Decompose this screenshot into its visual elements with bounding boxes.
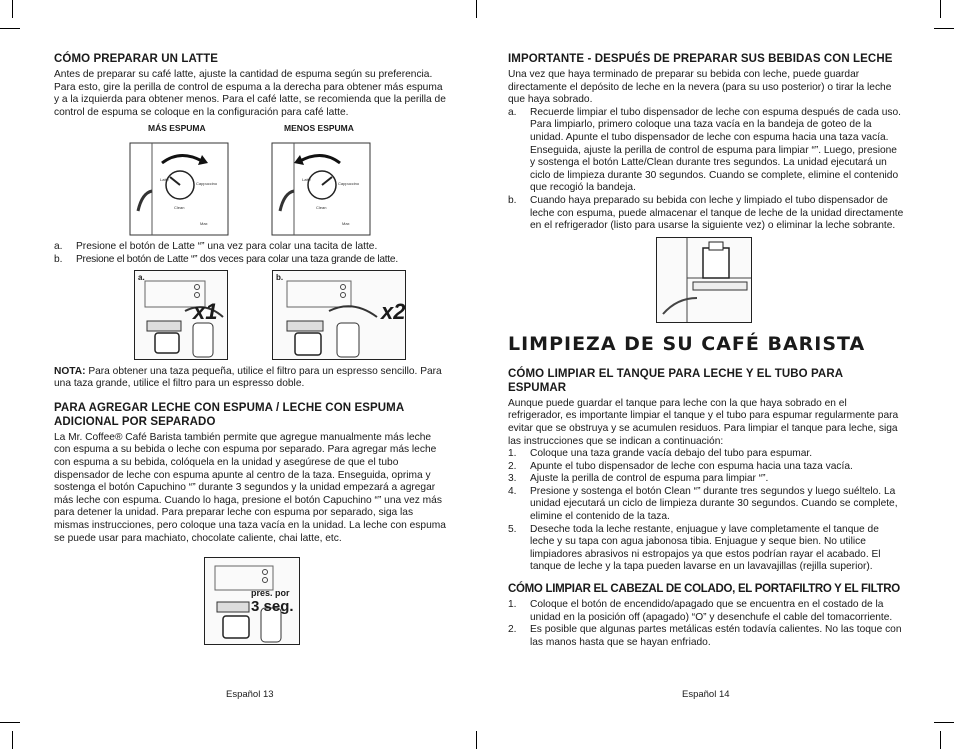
fridge-icon [657,238,752,323]
froth-less-illustration [264,141,378,237]
latte-heading: CÓMO PREPARAR UN LATTE [54,53,219,65]
x2-label: x2 [381,298,406,324]
latte-steps [54,241,450,266]
crop-mark [476,731,477,749]
espuma-heading: PARA AGREGAR LECHE CON ESPUMA / LECHE CON ESPUMA ADICIONAL POR SEPARADO [54,401,404,428]
list-item: 2. Es posible que algunas partes metálicas estén todavía calientes. No las toque con las manos hasta que se hayan enfriado. [508,624,902,648]
latte-button-illustrations [54,270,450,362]
crop-mark [476,0,477,18]
list-item: 5. Deseche toda la leche restante, enjuague y lave completamente el tanque de leche y su tapa con agua jabonosa tibia. Enjuague y seque bien. No utilice limpiadores abrasivos ni estropajos ya que estos podrían rayar el acabado. El tanque de leche y la tapa pueden lavarse en un lavavajillas (rejilla superior). [508,523,881,573]
list-item: 2. Apunte el tubo dispensador de leche con espuma hacia una taza vacía. [508,460,853,472]
tanque-heading: CÓMO LIMPIAR EL TANQUE PARA LECHE Y EL TUBO PARA ESPUMAR [508,367,843,394]
crop-mark [940,731,941,749]
latte-x2-illustration [272,270,406,360]
list-item: 1. Coloque una taza grande vacía debajo del tubo para espumar. [508,448,813,460]
importante-text: Una vez que haya terminado de preparar su bebida con leche, puede guardar directamente el depósito de leche en la nevera (para su uso posterior) o tirar la leche que haya sobrado. [508,69,892,106]
press-time: 3 seg. [251,598,294,616]
refrigerator-illustration [656,237,752,323]
note-text: Para obtener una taza pequeña, utilice el filtro para un espresso sencillo. Para una taza grande, utilice el filtro para un espresso doble. [54,365,442,390]
right-page [508,52,904,649]
press-hold-illustration [204,557,300,645]
page-number-right: Español 14 [682,689,730,700]
list-item: b. Cuando haya preparado su bebida con leche y limpiado el tubo dispensador de leche con espuma, puede almacenar el tanque de leche de la unidad directamente en el refrigerador (listo para usarse la siguiente vez) o eliminar la leche sobrante. [508,194,904,232]
fig-label-a: a. [138,272,145,282]
froth-more-illustration [122,141,236,237]
press-label: pres. por [251,588,290,599]
importante-steps [508,107,904,233]
importante-heading: IMPORTANTE - DESPUÉS DE PREPARAR SUS BEBIDAS CON LECHE [508,53,893,65]
latte-intro: Antes de preparar su café latte, ajuste la cantidad de espuma según su preferencia. Para esto, gire la perilla de control de espuma a la derecha para obtener más espuma y a la izquierda para obtener menos. Para el café latte, se recomienda que la perilla de control de espuma se coloque en la configuración para café latte. [54,69,446,118]
espuma-text: La Mr. Coffee® Café Barista también permite que agregue manualmente más leche con espuma a su bebida o leche con espuma por separado. Para agregar más leche con espuma a su bebida, colóquela en la unidad y asegúrese de que el tubo dispensador de leche con espuma apunte al centro de la taza. Enseguida, oprima y sostenga el botón Capuchino “” durante 3 segundos y la unidad empezará a agregar más leche con espuma. Cuando lo haga, presione el botón Capuchino “” una vez más para detener la unidad. Para preparar leche con espuma por separado, siga las mismas instrucciones, pero coloque una taza vacía en la unidad. La leche con espuma se puede usar para machiato, chocolate caliente, chai latte, etc. [54,431,446,544]
list-item: 1. Coloque el botón de encendido/apagado que se encuentra en el costado de la unidad en la posición off (apagado) “O” y desenchufe el cable del tomacorriente. [508,599,893,623]
cabezal-heading: CÓMO LIMPIAR EL CABEZAL DE COLADO, EL PORTAFILTRO Y EL FILTRO [508,583,900,596]
crop-mark [940,0,941,18]
svg-text:Clean: Clean [174,205,185,211]
list-item: 4. Presione y sostenga el botón Clean “” durante tres segundos y luego suéltelo. La unidad ejecutará un ciclo de limpieza durante 30 segundos. Cuando se complete, elimine el contenido de la taza. [508,485,898,523]
svg-text:Max: Max [200,221,208,227]
crop-mark [934,722,954,723]
crop-mark [934,28,954,29]
svg-text:Clean: Clean [316,205,327,211]
tanque-steps [508,448,904,574]
page-number-left: Español 13 [226,689,274,700]
cabezal-steps [508,599,904,649]
froth-illustrations [54,123,450,237]
crop-mark [12,731,13,749]
list-item: b. Presione el botón de Latte “” dos veces para colar una taza grande de latte. [54,253,398,265]
label-more-froth: MÁS ESPUMA [148,123,206,134]
svg-text:Latte: Latte [160,177,169,183]
crop-mark [0,28,20,29]
svg-text:Cappuccino: Cappuccino [338,181,360,187]
latte-note [54,366,450,391]
list-item: 3. Ajuste la perilla de control de espuma para limpiar “”. [508,473,769,485]
latte-x1-illustration [134,270,228,360]
crop-mark [0,722,20,723]
crop-mark [12,0,13,18]
label-less-froth: MENOS ESPUMA [284,123,354,134]
svg-text:Latte: Latte [302,177,311,183]
svg-text:Max: Max [342,221,350,227]
tanque-text: Aunque puede guardar el tanque para leche con la que haya sobrado en el refrigerador, es importante limpiar el tanque y el tubo para espumar regularmente para evitar que se obstruya y se acumulen residuos. Para limpiar el tanque para leche, siga las instrucciones que se indican a continuación: [508,397,899,447]
x1-label: x1 [193,298,218,324]
svg-text:Cappuccino: Cappuccino [196,181,218,187]
note-label: NOTA: [54,365,86,377]
list-item: a. Recuerde limpiar el tubo dispensador de leche con espuma después de cada uso. Para limpiarlo, primero coloque una taza vacía en la bandeja de goteo de la unidad. Apunte el tubo dispensador de leche con espuma hacia una taza vacía. Enseguida, ajuste la perilla de control de espuma para limpiar “”. Luego, presione y sostenga el botón Latte/Clean durante tres segundos. La unidad ejecutará un ciclo de limpieza durante 30 segundos. Cuando se complete, elimine el contenido que recogió la bandeja. [508,106,901,194]
left-page [54,52,450,645]
page-title: LIMPIEZA DE SU CAFÉ BARISTA [508,332,866,355]
list-item: a. Presione el botón de Latte “” una vez para colar una tacita de latte. [54,241,378,253]
fig-label-b: b. [276,272,284,282]
